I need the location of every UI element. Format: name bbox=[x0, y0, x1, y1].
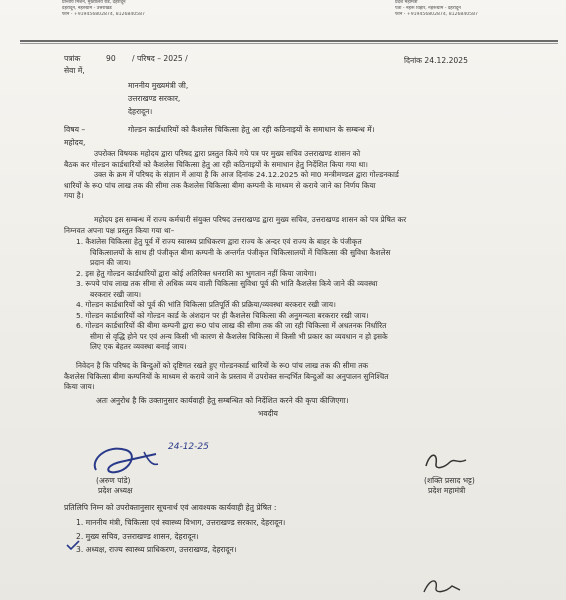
point-line bbox=[76, 300, 534, 311]
header-divider bbox=[20, 40, 558, 42]
point-number: 5. bbox=[76, 310, 84, 320]
paragraph-line: कैशलेस चिकित्सा बीमा कम्पनियों के माध्यम से कराये जाने के प्रस्ताव में उपरोक्त सन्दर्भित बिन्दुओं का अनुपालन सुनिश्चित bbox=[64, 371, 389, 381]
header-left-line: फोन - +919456802874, 8126840587 bbox=[62, 12, 145, 17]
point-number: 1. bbox=[76, 237, 84, 246]
header-right bbox=[395, 0, 560, 18]
point-line bbox=[76, 279, 534, 290]
paragraph-line: उपरोक्त विषयक महोदय द्वारा परिषद द्वारा प्रस्तुत किये गये पत्र पर मुख्य सचिव उत्तराखण्ड शासन को bbox=[94, 149, 361, 158]
patrank-label: पत्रांक bbox=[64, 54, 81, 63]
point-text: गोल्डन कार्डधारियों को गोल्डन कार्ड के अंशदान पर ही कैशलेस चिकित्सा की अनुमन्यता बरकरार रखी जाय। bbox=[85, 310, 369, 320]
point-number: 6. bbox=[76, 321, 84, 330]
copy-to-intro: प्रतिलिपि निम्न को उपरोक्तानुसार सूचनार्थ एवं आवश्यक कार्यवाही हेतु प्रेषित : bbox=[64, 503, 277, 512]
point-text: कैशलेस चिकित्सा हेतु पूर्व में राज्य स्वास्थ्य प्राधिकरण द्वारा राज्य के अन्दर एवं राज्य के बाहर के पंजीकृत bbox=[85, 237, 362, 246]
paragraph-line: निम्नवत अपना पक्ष प्रस्तुत किया गया था– bbox=[64, 225, 175, 235]
point-line bbox=[76, 321, 534, 332]
point-number: 2. bbox=[76, 268, 84, 278]
letter-date: दिनांक 24.12.2025 bbox=[404, 56, 468, 65]
subject-text: गोल्डन कार्डधारियों को कैशलेस चिकित्सा हेतु आ रही कठिनाइयों के समाधान के सम्बन्ध में। bbox=[128, 125, 375, 134]
signature-bottom-graphic bbox=[420, 568, 464, 598]
copy-to-item: 1. माननीय मंत्री, चिकित्सा एवं स्वास्थ्य विभाग, उत्तराखण्ड सरकार, देहरादून। bbox=[76, 518, 286, 527]
signer-right-title: प्रदेश महामंत्री bbox=[428, 486, 466, 495]
subject-label: विषय – bbox=[64, 125, 86, 134]
paragraph-3 bbox=[64, 361, 534, 393]
paragraph-line: निवेदन है कि परिषद के बिन्दुओं को दृष्टिगत रखते हुए गोल्डनकार्ड धारियों के रू0 पांच लाख तक की सीमा तक bbox=[76, 361, 369, 370]
copy-to-item: 2. मुख्य सचिव, उत्तराखण्ड शासन, देहरादून। bbox=[76, 532, 199, 541]
addressee-line: देहरादून। bbox=[128, 107, 153, 116]
point-line bbox=[76, 237, 534, 248]
point-line: लिए एक बेहतर व्यवस्था बनाई जाय। bbox=[90, 342, 187, 351]
signature-right-graphic bbox=[420, 446, 470, 474]
point-text: गोल्डन कार्डधारियों की बीमा कम्पनी द्वारा रू0 पांच लाख की सीमा तक की जा रही चिकित्सा में अधतनक निर्धारित bbox=[85, 321, 387, 330]
header-right-line: पता - नेहरू विहार, नेहरूग्राम - देहरादून bbox=[395, 6, 461, 11]
paragraph-line: उक्त के क्रम में परिषद के संज्ञान में आया है कि आज दिनांक 24.12.2025 को मा0 मन्त्रीमण्डल द्वारा गोल्डनकार्ड bbox=[94, 170, 399, 179]
handwritten-date: 24-12-25 bbox=[168, 442, 209, 452]
paragraph-line: बैठक कर गोल्डन कार्डधारियों को कैशलेस चिकित्सा हेतु आ रही कठिनाइयों के समाधान हेतु निर्देशित किया गया था। bbox=[64, 159, 368, 169]
addressee-line: उत्तराखण्ड सरकार, bbox=[128, 94, 181, 103]
paragraph-4: अतः अनुरोध है कि उक्तानुसार कार्यवाही हेतु सम्बन्धित को निर्देशित करने की कृपा कीजिएगा। bbox=[96, 396, 349, 405]
point-text: इस हेतु गोल्डन कार्डधारियों द्वारा कोई अतिरिक्त धनराशि का भुगतान नहीं किया जायेगा। bbox=[85, 268, 317, 278]
point-number: 4. bbox=[76, 300, 84, 309]
parishad-ref: / परिषद – 2025 / bbox=[132, 54, 188, 63]
signer-left-name: (अरुण पांडे) bbox=[96, 476, 131, 485]
paragraph-2 bbox=[64, 215, 534, 236]
closing: भवदीय bbox=[258, 409, 278, 418]
checkmark-icon bbox=[66, 540, 80, 550]
point-line: चिकित्सालयों के साथ ही पंजीकृत बीमा कम्पनी के अन्तर्गत पंजीकृत चिकित्सालयों में चिकित्सा की सुविधा कैशलेस bbox=[90, 247, 391, 257]
point-number: 3. bbox=[76, 279, 84, 288]
header-right-line: फोन - +919456802874, 8126840587 bbox=[395, 12, 478, 17]
header-left bbox=[62, 0, 232, 18]
copy-to-item: 3. अध्यक्ष, राज्य स्वास्थ्य प्राधिकरण, उत्तराखण्ड, देहरादून। bbox=[76, 545, 237, 554]
header-left-line: प्रान्तीय मिशन, मुख्यालय रोड, देहरादून bbox=[62, 0, 126, 5]
header-left-line: देहरादून, नेहरुग्राम - उत्तराखंड bbox=[62, 6, 112, 11]
paragraph-1 bbox=[64, 149, 534, 202]
paragraph-line: महोदय इस सम्बन्ध में राज्य कर्मचारी संयुक्त परिषद उत्तराखण्ड द्वारा मुख्य सचिव, उत्तराखण्ड शासन को पत्र प्रेषित कर bbox=[94, 215, 407, 224]
signer-left-title: प्रदेश अध्यक्ष bbox=[98, 486, 133, 495]
point-line bbox=[76, 269, 534, 280]
point-line: बरकरार रखी जाय। bbox=[90, 289, 142, 299]
paragraph-line: धारियों के रू0 पांच लाख तक की सीमा तक कैशलेस चिकित्सा बीमा कम्पनी के माध्यम से कराये जाने का निर्णय किया bbox=[64, 180, 376, 190]
header-divider-thin bbox=[20, 43, 558, 44]
paragraph-line: गया है। bbox=[64, 191, 84, 200]
signer-right-name: (शक्ति प्रसाद भट्ट) bbox=[424, 476, 475, 485]
addressee-line: माननीय मुख्यमंत्री जी, bbox=[128, 81, 189, 90]
points-list bbox=[76, 237, 534, 353]
header-right-line: प्रदेश महामंत्री bbox=[395, 0, 418, 5]
point-line bbox=[76, 311, 534, 322]
seva-me: सेवा में, bbox=[64, 66, 85, 75]
letter-number: 90 bbox=[106, 54, 116, 63]
point-line: प्रदान की जाय। bbox=[90, 258, 131, 267]
salutation: महोदय, bbox=[64, 138, 86, 147]
paragraph-line: किया जाय। bbox=[64, 382, 95, 391]
point-text: गोल्डन कार्डधारियों को पूर्व की भांति चिकित्सा प्रतिपूर्ति की प्रक्रिया/व्यवस्था बरकरार रखी जाय। bbox=[85, 300, 336, 309]
point-line: सीमा से वृद्धि होने पर एवं अन्य किसी भी कारण से कैशलेस चिकित्सा में किसी भी प्रकार का व्यवधान न हो इसके bbox=[90, 331, 388, 341]
point-text: रूपये पांच लाख तक सीमा से अधिक व्यय वाली चिकित्सा सुविधा पूर्व की भांति कैशलेस किये जाने की व्यवस्था bbox=[85, 279, 378, 288]
